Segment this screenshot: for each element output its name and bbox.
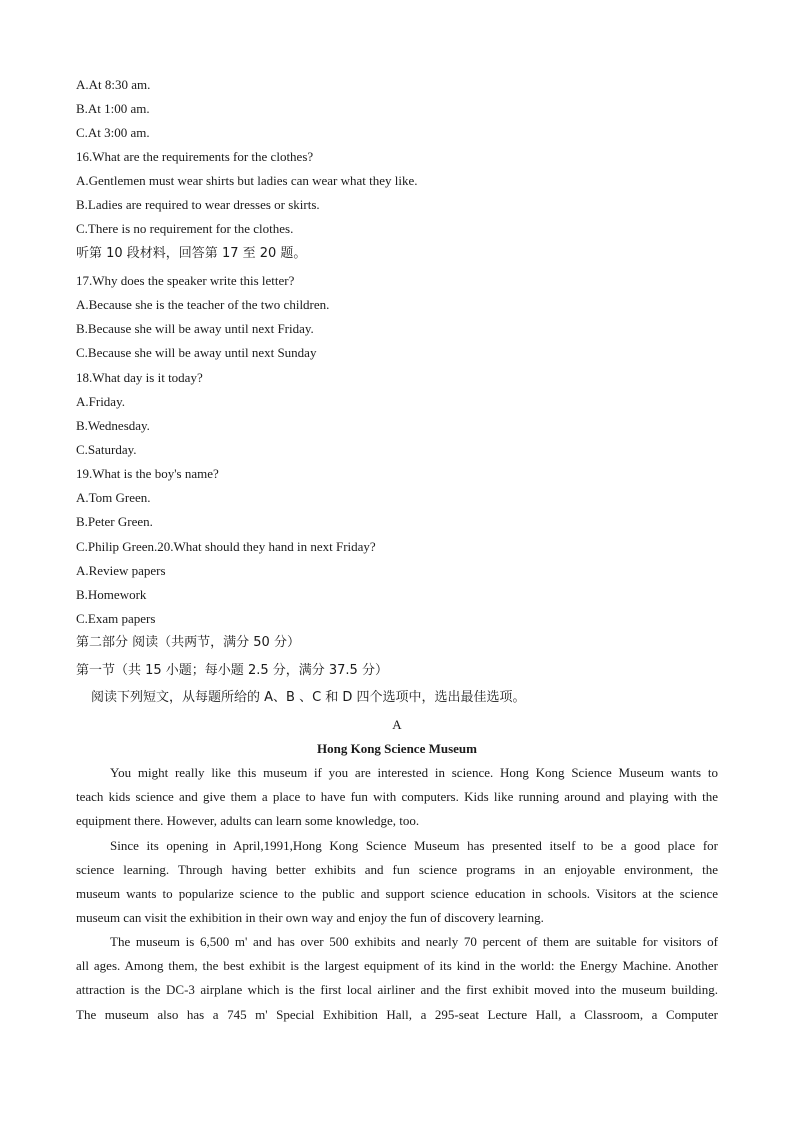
option-18c: C.Saturday. [76, 442, 137, 457]
paragraph-2-line-2: science learning. Through having better exhibits and fun science programs in an enjoyable environment, the [76, 862, 718, 877]
paragraph-3-line-2: all ages. Among them, the best exhibit is the largest equipment of its kind in the world: the Energy Machine. Another [76, 958, 718, 973]
question-16: 16.What are the requirements for the clothes? [76, 149, 314, 164]
option-16b: B.Ladies are required to wear dresses or skirts. [76, 197, 320, 212]
passage-label: A [392, 717, 402, 732]
option-16a: A.Gentlemen must wear shirts but ladies can wear what they like. [76, 173, 418, 188]
option-19c-question-20: C.Philip Green.20.What should they hand in next Friday? [76, 539, 376, 554]
section-one-heading: 第一节（共 15 小题；每小题 2.5 分，满分 37.5 分） [76, 663, 388, 678]
option-20c: C.Exam papers [76, 611, 156, 626]
question-17: 17.Why does the speaker write this letter? [76, 273, 295, 288]
option-19b: B.Peter Green. [76, 514, 153, 529]
part-two-heading: 第二部分 阅读（共两节，满分 50 分） [76, 635, 300, 650]
paragraph-3-line-1: The museum is 6,500 m' and has over 500 exhibits and nearly 70 percent of them are suitable for visitors of [110, 934, 718, 949]
paragraph-1-line-1: You might really like this museum if you are interested in science. Hong Kong Science Museum wants to [110, 765, 718, 780]
option-17a: A.Because she is the teacher of the two children. [76, 297, 330, 312]
option-20b: B.Homework [76, 587, 147, 602]
paragraph-1-line-2: teach kids science and give them a place to have fun with computers. Kids like running around and playing with the [76, 789, 718, 804]
reading-instruction: 阅读下列短文，从每题所给的 A、B 、C 和 D 四个选项中，选出最佳选项。 [91, 690, 526, 705]
option-15b: B.At 1:00 am. [76, 101, 150, 116]
section-instruction-10: 听第 10 段材料，回答第 17 至 20 题。 [76, 246, 307, 261]
option-15c: C.At 3:00 am. [76, 125, 150, 140]
option-16c: C.There is no requirement for the clothes. [76, 221, 294, 236]
paragraph-2-line-1: Since its opening in April,1991,Hong Kong Science Museum has presented itself to be a good place for [110, 838, 718, 853]
question-19: 19.What is the boy's name? [76, 466, 219, 481]
paragraph-1-line-3: equipment there. However, adults can learn some knowledge, too. [76, 813, 420, 828]
paragraph-3-line-3: attraction is the DC-3 airplane which is the first local airliner and the first exhibit moved into the museum building. [76, 982, 718, 997]
option-20a: A.Review papers [76, 563, 166, 578]
option-17b: B.Because she will be away until next Friday. [76, 321, 314, 336]
question-18: 18.What day is it today? [76, 370, 203, 385]
option-17c: C.Because she will be away until next Sunday [76, 345, 317, 360]
option-18b: B.Wednesday. [76, 418, 150, 433]
option-19a: A.Tom Green. [76, 490, 151, 505]
paragraph-2-line-3: museum wants to popularize science to the public and support science education in schools. Visitors at the science [76, 886, 718, 901]
paragraph-3-line-4: The museum also has a 745 m' Special Exhibition Hall, a 295-seat Lecture Hall, a Classroom, a Computer [76, 1007, 718, 1022]
paragraph-2-line-4: museum can visit the exhibition in their own way and enjoy the fun of discovery learning. [76, 910, 544, 925]
passage-title: Hong Kong Science Museum [317, 741, 477, 756]
option-15a: A.At 8:30 am. [76, 77, 151, 92]
option-18a: A.Friday. [76, 394, 125, 409]
